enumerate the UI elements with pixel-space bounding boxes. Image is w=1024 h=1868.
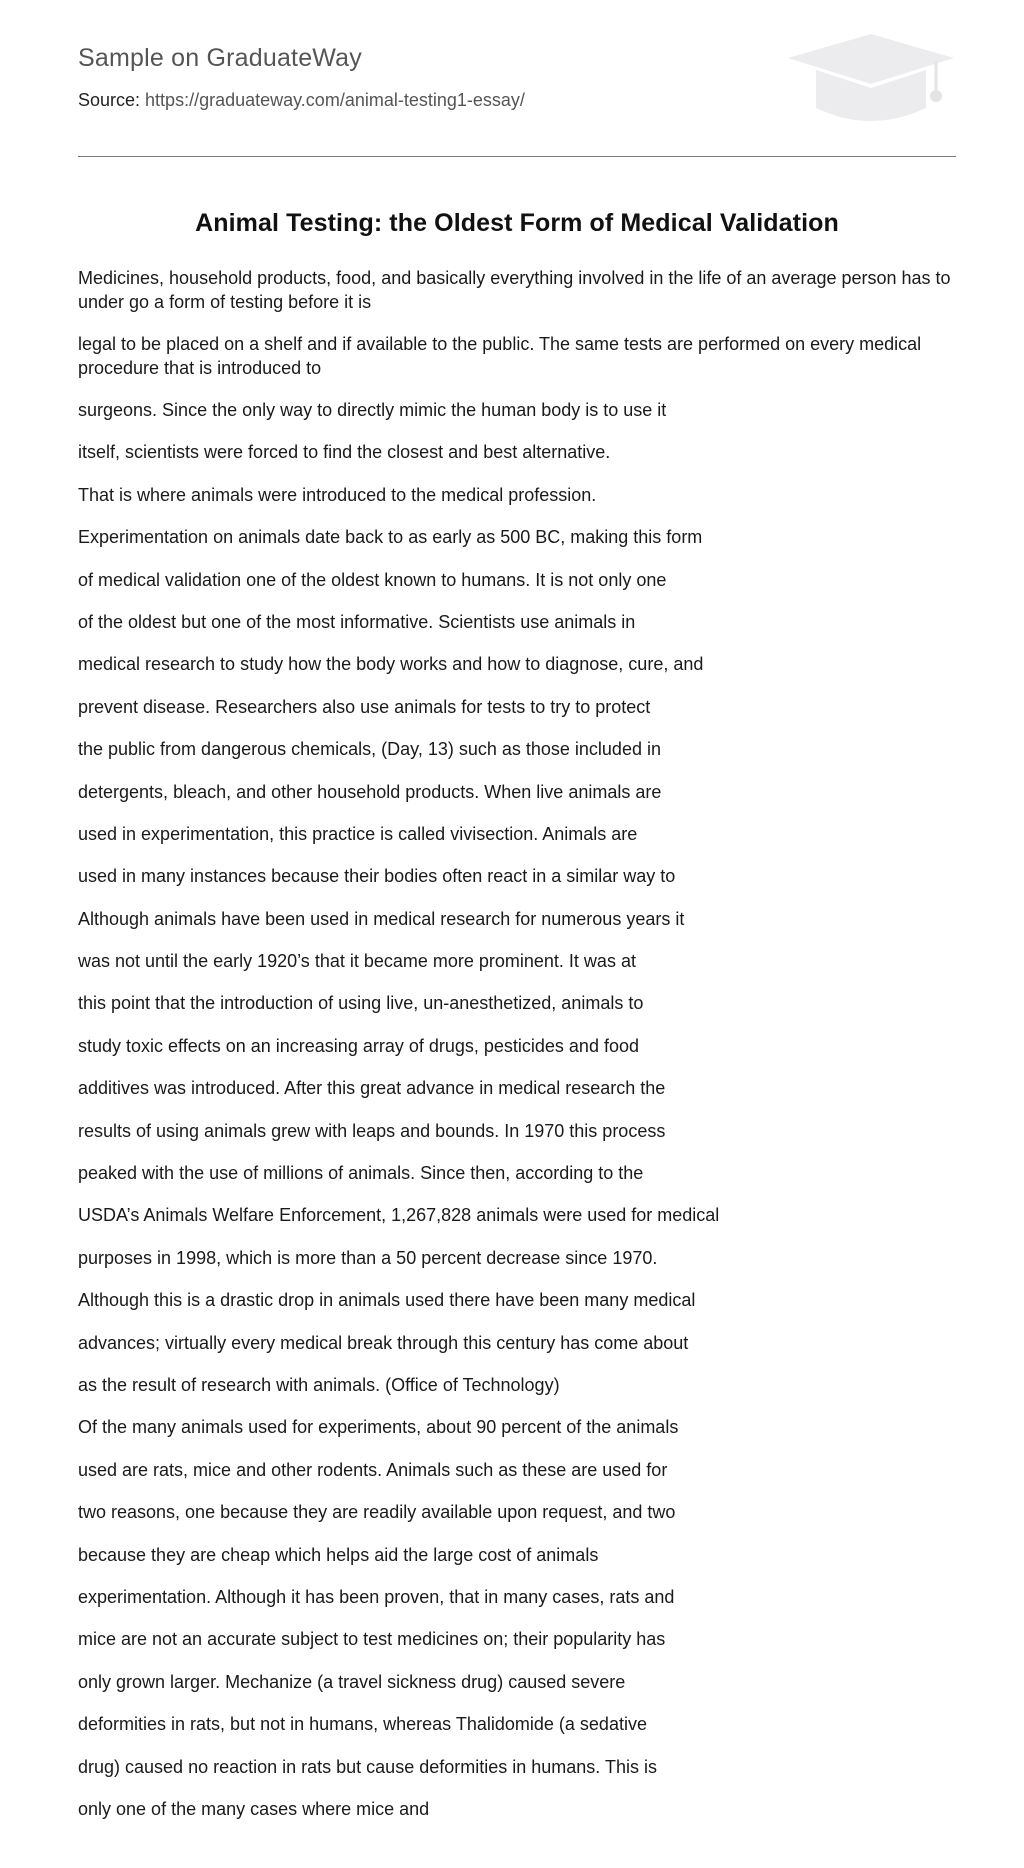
text-line: detergents, bleach, and other household products. When live animals are xyxy=(78,781,662,802)
text-line: used in experimentation, this practice is called vivisection. Animals are xyxy=(78,823,638,844)
source-line xyxy=(78,90,525,111)
text-line: used are rats, mice and other rodents. Animals such as these are used for xyxy=(78,1459,668,1480)
text-line: Experimentation on animals date back to as early as 500 BC, making this form xyxy=(78,527,703,548)
body-lines xyxy=(78,398,956,1821)
source-label: Source: xyxy=(78,90,146,110)
text-line: was not until the early 1920’s that it became more prominent. It was at xyxy=(78,951,636,972)
document-body xyxy=(78,266,956,1821)
header-divider xyxy=(78,156,956,157)
text-line: because they are cheap which helps aid the large cost of animals xyxy=(78,1544,599,1565)
text-line: additives was introduced. After this great advance in medical research the xyxy=(78,1078,666,1099)
text-line: Although this is a drastic drop in animals used there have been many medical xyxy=(78,1290,696,1311)
text-line: two reasons, one because they are readily available upon request, and two xyxy=(78,1502,676,1523)
header xyxy=(78,0,956,157)
text-line: mice are not an accurate subject to test medicines on; their popularity has xyxy=(78,1629,666,1650)
page xyxy=(78,0,956,1839)
text-line: surgeons. Since the only way to directly mimic the human body is to use it xyxy=(78,400,667,420)
text-line: the public from dangerous chemicals, (Day, 13) such as those included in xyxy=(78,739,661,760)
text-line: That is where animals were introduced to the medical profession. xyxy=(78,484,597,505)
text-line: drug) caused no reaction in rats but cause deformities in humans. This is xyxy=(78,1756,657,1777)
paragraph: legal to be placed on a shelf and if available to the public. The same tests are performed on every medical procedure that is introduced to xyxy=(78,334,922,378)
text-line: study toxic effects on an increasing array of drugs, pesticides and food xyxy=(78,1035,639,1056)
text-line: of medical validation one of the oldest known to humans. It is not only one xyxy=(78,569,667,590)
text-line: advances; virtually every medical break through this century has come about xyxy=(78,1332,689,1353)
text-line: results of using animals grew with leaps and bounds. In 1970 this process xyxy=(78,1120,666,1141)
text-line: Of the many animals used for experiments, about 90 percent of the animals xyxy=(78,1417,679,1438)
text-line: this point that the introduction of using live, un-anesthetized, animals to xyxy=(78,993,644,1014)
text-line: medical research to study how the body works and how to diagnose, cure, and xyxy=(78,654,704,675)
text-line: experimentation. Although it has been proven, that in many cases, rats and xyxy=(78,1586,675,1607)
text-line: deformities in rats, but not in humans, whereas Thalidomide (a sedative xyxy=(78,1714,647,1735)
text-line: USDA’s Animals Welfare Enforcement, 1,267,828 animals were used for medical xyxy=(78,1205,720,1226)
text-line: itself, scientists were forced to find the closest and best alternative. xyxy=(78,442,611,463)
text-line: only one of the many cases where mice and xyxy=(78,1798,430,1819)
graduation-cap-icon xyxy=(786,30,956,134)
text-line: Although animals have been used in medical research for numerous years it xyxy=(78,908,685,929)
document-title: Animal Testing: the Oldest Form of Medical Validation xyxy=(195,209,839,237)
text-line: peaked with the use of millions of animals. Since then, according to the xyxy=(78,1163,644,1184)
text-line: prevent disease. Researchers also use animals for tests to try to protect xyxy=(78,696,651,717)
text-line: of the oldest but one of the most informative. Scientists use animals in xyxy=(78,611,636,632)
site-title: Sample on GraduateWay xyxy=(78,44,362,72)
paragraph: Medicines, household products, food, and basically everything involved in the life of an average person has to under go a form of testing before it is xyxy=(78,268,951,312)
source-link[interactable]: https://graduateway.com/animal-testing1-essay/ xyxy=(145,90,525,110)
text-line: as the result of research with animals. (Office of Technology) xyxy=(78,1374,560,1395)
text-line: used in many instances because their bodies often react in a similar way to xyxy=(78,866,676,887)
text-line: only grown larger. Mechanize (a travel sickness drug) caused severe xyxy=(78,1671,626,1692)
text-line: purposes in 1998, which is more than a 50 percent decrease since 1970. xyxy=(78,1247,658,1268)
